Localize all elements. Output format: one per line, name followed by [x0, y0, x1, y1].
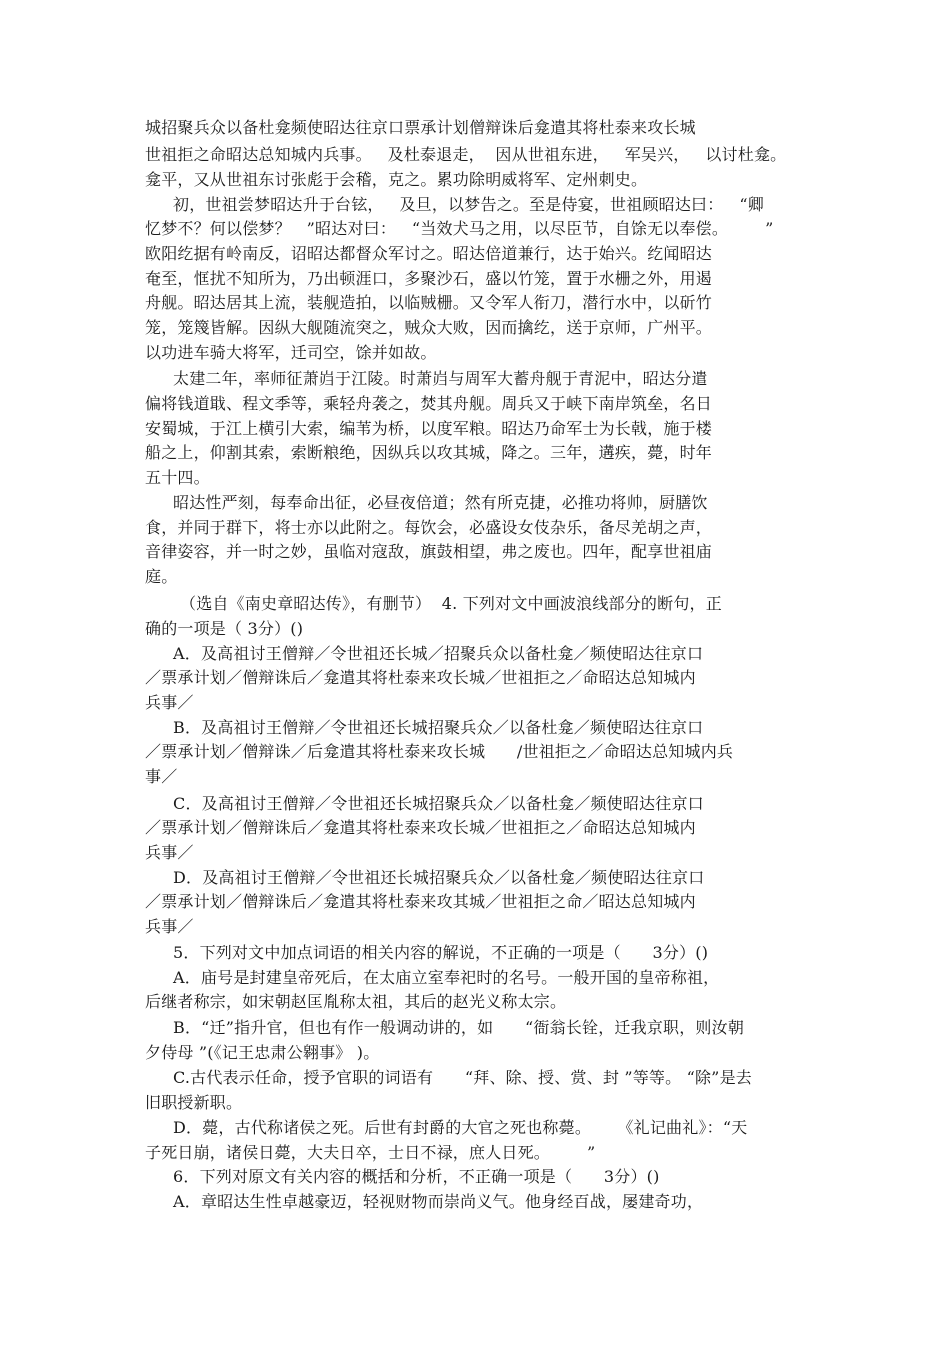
option-line: ／票承计划／僧辩诛后／龛遣其将杜泰来攻长城／世祖拒之／命昭达总知城内 — [145, 668, 696, 687]
text-line: 欧阳纥据有岭南反，诏昭达都督众军讨之。昭达倍道兼行，达于始兴。纥闻昭达 — [145, 244, 713, 263]
text-line: 船之上，仰割其索，索断粮绝，因纵兵以攻其城，降之。三年，遘疾，薨，时年 — [145, 443, 713, 462]
text-line: 舟舰。昭达居其上流，装舰造拍，以临贼栅。又令军人衔刀，潜行水中，以斫竹 — [145, 293, 713, 312]
text-line: 偏将钱道戢、程文季等，乘轻舟袭之，焚其舟舰。周兵又于峡下南岸筑垒，名日 — [145, 394, 713, 413]
text-line: 昭达性严刻，每奉命出征，必昼夜倍道；然有所克捷，必推功将帅，厨膳饮 — [173, 493, 708, 512]
option-line: B．及高祖讨王僧辩／令世祖还长城招聚兵众／以备杜龛／频使昭达往京口 — [173, 718, 704, 737]
question-line: 5．下列对文中加点词语的相关内容的解说，不正确的一项是（ 3分）() — [173, 943, 709, 962]
text-line: 音律姿容，并一时之妙，虽临对寇敌，旗鼓相望，弗之废也。四年，配享世祖庙 — [145, 542, 713, 561]
option-line: 兵事／ — [145, 917, 194, 936]
text-line: 太建二年，率师征萧岿于江陵。时萧岿与周军大蓄舟舰于青泥中，昭达分遣 — [173, 369, 708, 388]
option-line: ／票承计划／僧辩诛后／龛遣其将杜泰来攻长城／世祖拒之／命昭达总知城内 — [145, 818, 696, 837]
option-line: ／票承计划／僧辩诛后／龛遣其将杜泰来攻其城／世祖拒之命／昭达总知城内 — [145, 892, 696, 911]
option-line: B．“迁”指升官，但也有作一般调动讲的，如 “衙翁长铨，迁我京职，则汝朝 — [173, 1018, 745, 1037]
text-line: 城招聚兵众以备杜龛频使昭达往京口票承计划僧辩诛后龛遣其将杜泰来攻长城 — [145, 118, 696, 137]
option-line: 后继者称宗，如宋朝赵匡胤称太祖，其后的赵光义称太宗。 — [145, 992, 567, 1011]
text-line: 龛平，又从世祖东讨张彪于会稽，克之。累功除明威将军、定州刺史。 — [145, 170, 648, 189]
option-line: A．及高祖讨王僧辩／令世祖还长城／招聚兵众以备杜龛／频使昭达往京口 — [173, 644, 704, 663]
option-line: C.古代表示任命，授予官职的词语有 “拜、除、授、赏、封 ”等等。 “除”是去 — [173, 1068, 752, 1087]
question-line: 6．下列对原文有关内容的概括和分析，不正确一项是（ 3分）() — [173, 1167, 660, 1186]
option-line: ／票承计划／僧辩诛／后龛遣其将杜泰来攻长城 /世祖拒之／命昭达总知城内兵 — [145, 742, 734, 761]
text-line: 确的一项是（ 3分）() — [145, 619, 304, 638]
text-line: 笼，笼篾皆解。因纵大舰随流突之，贼众大败，因而擒纥，送于京师，广州平。 — [145, 318, 713, 337]
option-line: 子死日崩，诸侯日薨，大夫日卒，士日不禄，庶人日死。 ” — [145, 1143, 596, 1162]
text-line: 世祖拒之命昭达总知城内兵事。 及杜泰退走， 因从世祖东进， 军吴兴， 以讨杜龛。 — [145, 145, 787, 164]
text-line: 初，世祖尝梦昭达升于台铉， 及旦，以梦告之。至是侍宴，世祖顾昭达曰： “卿 — [173, 195, 764, 214]
option-line: 事／ — [145, 767, 178, 786]
text-line: 食，并同于群下，将士亦以此附之。每饮会，必盛设女伎杂乐，备尽羌胡之声， — [145, 518, 713, 537]
option-line: 兵事／ — [145, 693, 194, 712]
option-line: D．及高祖讨王僧辩／令世祖还长城招聚兵众／以备杜龛／频使昭达往京口 — [173, 868, 705, 887]
option-line: D．薨，古代称诸侯之死。后世有封爵的大官之死也称薨。 《礼记曲礼》：“天 — [173, 1118, 748, 1137]
option-line: 旧职授新职。 — [145, 1093, 243, 1112]
text-line: 忆梦不？何以偿梦？ ”昭达对曰： “当效犬马之用，以尽臣节，自馀无以奉偿。 ” — [145, 219, 774, 238]
text-line: （选自《南史章昭达传》，有删节） 4. 下列对文中画波浪线部分的断句，正 — [180, 594, 722, 613]
option-line: 兵事／ — [145, 843, 194, 862]
text-line: 奄至，恇扰不知所为，乃出顿涯口，多聚沙石，盛以竹笼，置于水栅之外，用遏 — [145, 269, 713, 288]
text-line: 安蜀城，于江上横引大索，编苇为桥，以度军粮。昭达乃命军士为长戟，施于楼 — [145, 419, 713, 438]
option-line: A．章昭达生性卓越豪迈，轻视财物而崇尚义气。他身经百战，屡建奇功， — [173, 1192, 704, 1211]
option-line: C．及高祖讨王僧辩／令世祖还长城招聚兵众／以备杜龛／频使昭达往京口 — [173, 794, 704, 813]
option-line: 夕侍母 ”(《记王忠肃公翱事》 )。 — [145, 1043, 380, 1062]
text-line: 庭。 — [145, 567, 178, 586]
option-line: A．庙号是封建皇帝死后，在太庙立室奉祀时的名号。一般开国的皇帝称祖， — [173, 968, 720, 987]
text-line: 以功进车骑大将军，迁司空，馀并如故。 — [145, 343, 437, 362]
text-line: 五十四。 — [145, 468, 210, 487]
